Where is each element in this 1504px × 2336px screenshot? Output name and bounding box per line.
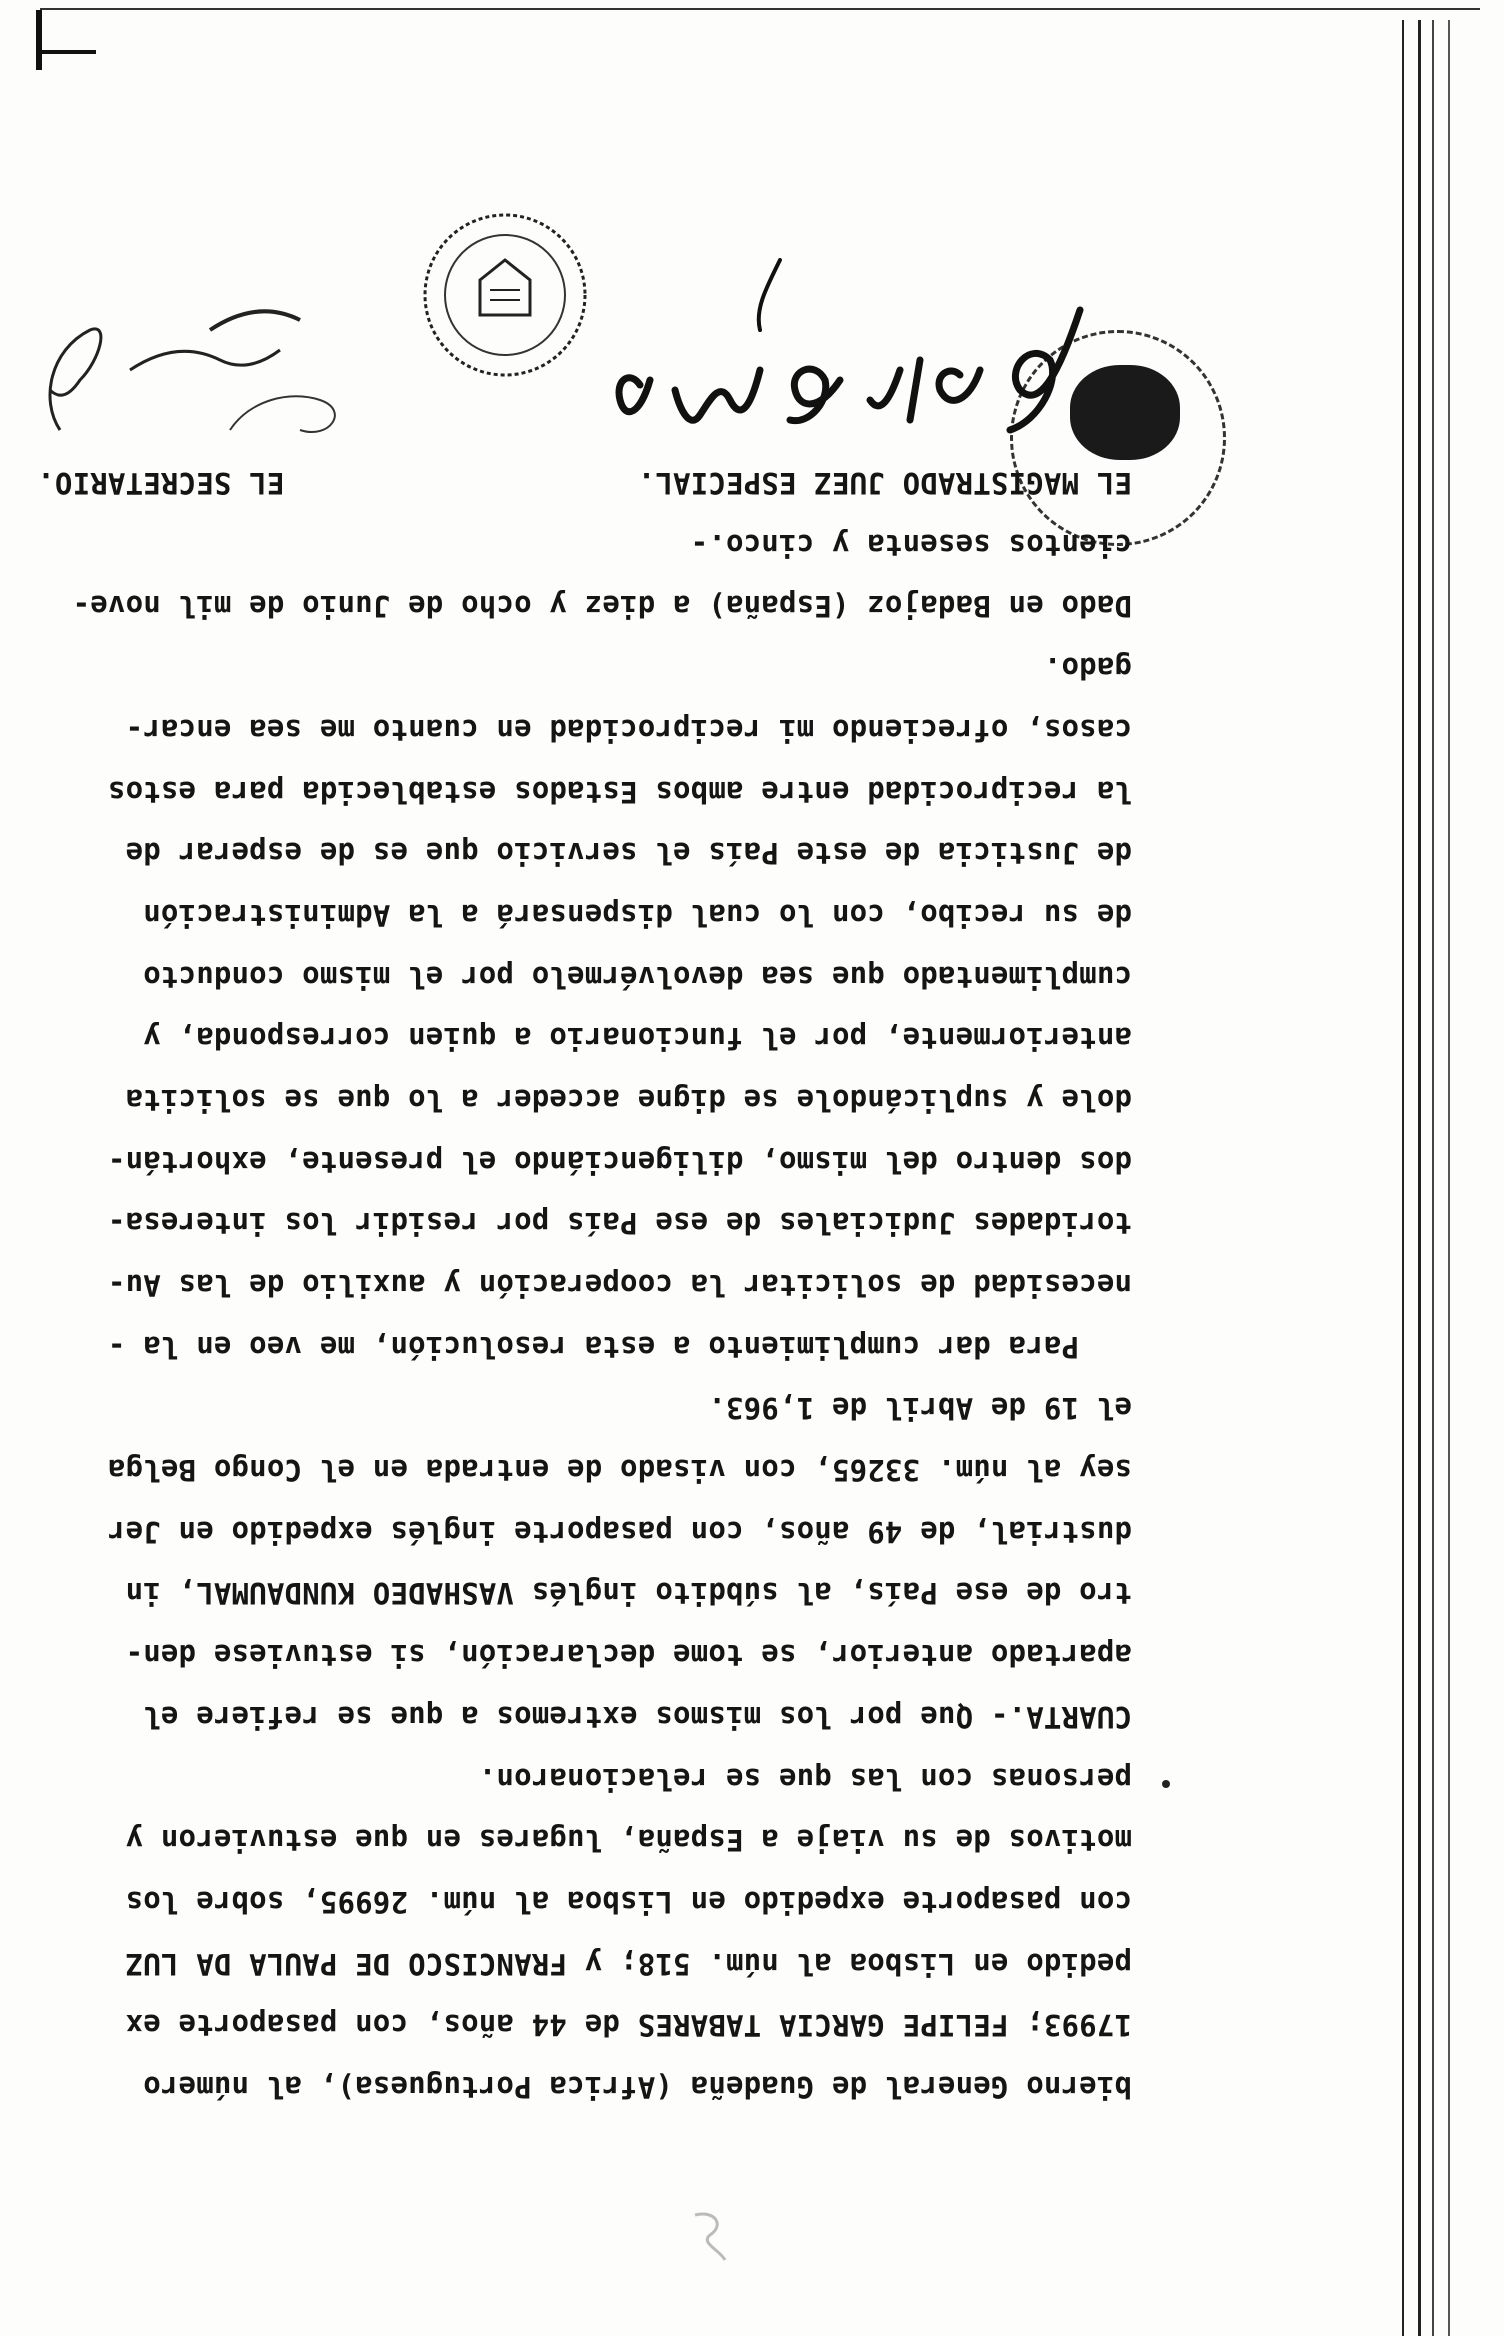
text-line: 17993; FELIPE GARCIA TABARES de 44 años, con pasaporte ex [125, 2008, 1132, 2043]
text-line: bierno General de Guadeña (Africa Portuguesa), al número [143, 2070, 1132, 2104]
text-line: apartado anterior, se tome declaración, si estuviese den- [125, 1638, 1132, 1673]
text-line: de Justicia de este País el servicio que es de esperar de [125, 836, 1132, 871]
text-line: pedido en Lisboa al núm. 518; y FRANCISCO DE PAULA DA LUZ [125, 1946, 1132, 1981]
text-line: CUARTA.- Que por los mismos extremos a que se refiere el [143, 1699, 1132, 1734]
text-line: sey al núm. 33265, con visado de entrada en el Congo Belga [107, 1453, 1132, 1488]
document-body [22, 451, 1132, 2117]
text-line: dos dentro del mismo, diligenciándo el presente, exhortán- [107, 1144, 1132, 1179]
text-line: anteriormente, por el funcionario a quien corresponda, y [143, 1021, 1132, 1056]
text-line: de su recibo, con lo cual dispensará a la Administración [143, 897, 1132, 932]
text-line: gado. [1043, 651, 1132, 686]
text-line: toridades Judiciales de ese País por residir los interesa- [107, 1206, 1132, 1241]
text-line: cumplimentado que sea devolvérmelo por el mismo conducto [143, 959, 1132, 994]
text-line: con pasaporte expedido en Lisboa al núm. 26995, sobre los [125, 1884, 1132, 1919]
text-line: cientos sesenta y cinco.- [690, 527, 1132, 562]
signature-captions: EL MAGISTRADO JUEZ ESPECIAL. EL SECRETARIO. [37, 466, 1132, 501]
text-line: el 19 de Abril de 1,963. [708, 1391, 1132, 1426]
text-line: tro de ese País, al súbdito inglés VASHADEO KUNDAUMAL, in [125, 1576, 1132, 1611]
text-line: la reciprocidad entre ambos Estados establecida para estos [107, 774, 1132, 809]
text-line: casos, ofreciendo mi reciprocidad en cuanto me sea encar- [125, 712, 1132, 747]
text-line: necesidad de solicitar la cooperación y auxilio de las Au- [107, 1268, 1132, 1303]
text-line: Para dar cumplimiento a esta resolución, me veo en la - [107, 1329, 1132, 1364]
text-line: Dado en Badajoz (España) a diez y ocho de Junio de mil nove- [72, 589, 1132, 624]
text-line: dole y suplicándole se digne acceder a lo que se solicita [125, 1083, 1132, 1117]
text-line: personas con las que se relacionaron. [478, 1761, 1132, 1796]
text-line: dustrial, de 49 años, con pasaporte inglés expedido en Jer [107, 1514, 1132, 1549]
text-line: motivos de su viaje a España, lugares en que estuvieron y [125, 1823, 1132, 1858]
